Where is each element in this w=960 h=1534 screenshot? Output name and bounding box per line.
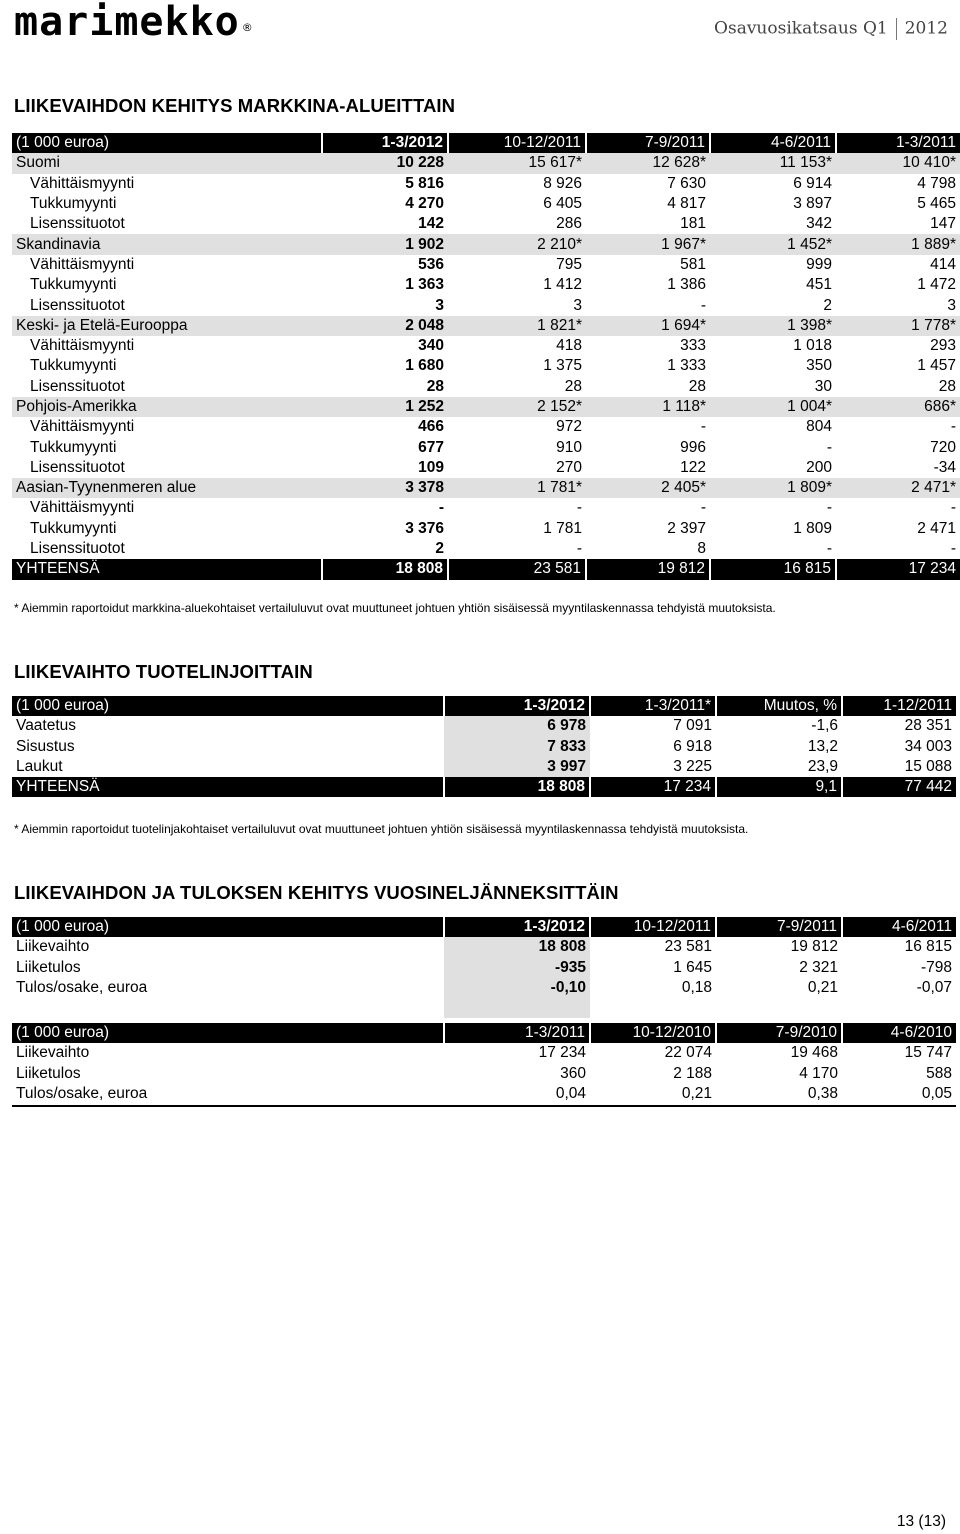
table-row: [12, 397, 960, 417]
value-cell: 16 815: [904, 938, 952, 956]
value-cell: 2 048: [322, 316, 448, 336]
table-row: [12, 234, 960, 254]
value-cell: 28: [938, 377, 956, 395]
header-row: [12, 696, 956, 716]
value-cell: 3 376: [405, 519, 444, 537]
table-row: [12, 377, 960, 397]
row-label: Vähittäismyynti: [30, 337, 135, 355]
value-cell: 23 581: [664, 938, 712, 956]
value-cell: 2 397: [667, 519, 706, 537]
period-header: 7-9/2011: [716, 917, 842, 937]
value-cell: 804: [806, 418, 832, 436]
value-cell: 6 914: [793, 174, 832, 192]
value-cell: 6 978: [444, 716, 590, 736]
value-cell: 1 118*: [586, 397, 710, 417]
row-label: Tukkumyynti: [30, 438, 117, 456]
value-cell: 4 170: [799, 1064, 838, 1082]
value-cell: 34 003: [904, 737, 952, 755]
row-label: Sisustus: [16, 737, 75, 755]
value-cell: 2 471: [917, 519, 956, 537]
row-label: Liiketulos: [16, 958, 81, 976]
row-label: Lisenssituotot: [30, 540, 125, 558]
table-row: [12, 539, 960, 559]
value-cell: 4 270: [405, 195, 444, 213]
table-row: [12, 757, 956, 777]
value-cell: 28: [564, 377, 582, 395]
unit-header: (1 000 euroa): [12, 1023, 444, 1043]
product-line-table: [12, 696, 956, 797]
value-cell: 293: [930, 337, 956, 355]
period-header: 1-3/2012: [322, 133, 448, 153]
table-row: [12, 417, 960, 437]
value-cell: 1 386: [667, 276, 706, 294]
value-cell: 8 926: [543, 174, 582, 192]
table-row: [12, 978, 956, 998]
table-row: [12, 194, 960, 214]
row-label: Keski- ja Etelä-Eurooppa: [12, 316, 322, 336]
value-cell: -: [700, 418, 706, 436]
period-header: 4-6/2011: [710, 133, 836, 153]
value-cell: 686*: [836, 397, 960, 417]
registered-mark: ®: [241, 21, 254, 34]
table-row: [12, 937, 956, 957]
value-cell: 0,38: [807, 1085, 838, 1103]
value-cell: 270: [556, 458, 582, 476]
value-cell: 6 918: [673, 737, 712, 755]
unit-header: (1 000 euroa): [12, 696, 444, 716]
value-cell: 19 468: [790, 1044, 838, 1062]
value-cell: -1,6: [811, 717, 838, 735]
value-cell: 1 967*: [586, 234, 710, 254]
table-row: [12, 356, 960, 376]
value-cell: 588: [926, 1064, 952, 1082]
value-cell: 0,04: [555, 1085, 586, 1103]
section1-title: LIIKEVAIHDON KEHITYS MARKKINA-ALUEITTAIN: [14, 95, 456, 116]
value-cell: 181: [680, 215, 706, 233]
row-label: Lisenssituotot: [30, 215, 125, 233]
value-cell: 15 088: [904, 758, 952, 776]
value-cell: 1 778*: [836, 316, 960, 336]
section2-footnote: * Aiemmin raportoidut tuotelinjakohtaiset vertailuluvut ovat muuttuneet johtuen yhtiön sisäisessä myyntilaskennassa tehdyistä muutoksista.: [14, 822, 749, 836]
value-cell: -0,10: [444, 978, 590, 998]
value-cell: 2 188: [673, 1064, 712, 1082]
row-label: Vähittäismyynti: [30, 418, 135, 436]
value-cell: 360: [560, 1064, 586, 1082]
value-cell: -: [950, 540, 956, 558]
table-row: [12, 519, 960, 539]
table-row: [12, 437, 960, 457]
row-label: Aasian-Tyynenmeren alue: [12, 478, 322, 498]
row-label: Lisenssituotot: [30, 377, 125, 395]
value-cell: 147: [930, 215, 956, 233]
total-value: 17 234: [836, 559, 960, 579]
value-cell: -: [950, 418, 956, 436]
value-cell: 3: [573, 296, 582, 314]
table-row: [12, 498, 960, 518]
row-label: Tukkumyynti: [30, 357, 117, 375]
value-cell: 1 452*: [710, 234, 836, 254]
value-cell: 720: [930, 438, 956, 456]
value-cell: 1 809*: [710, 478, 836, 498]
period-header: 1-3/2011: [444, 1023, 590, 1043]
period-header: 10-12/2011: [448, 133, 586, 153]
table-row: [12, 295, 960, 315]
value-cell: -: [826, 499, 832, 517]
value-cell: 22 074: [664, 1044, 712, 1062]
title-divider: [896, 18, 897, 40]
total-label: YHTEENSÄ: [12, 559, 322, 579]
value-cell: 3 378: [322, 478, 448, 498]
row-label: Suomi: [12, 153, 322, 173]
value-cell: 1 018: [793, 337, 832, 355]
value-cell: 3 897: [793, 195, 832, 213]
section1-footnote: * Aiemmin raportoidut markkina-aluekohtaiset vertailuluvut ovat muuttuneet johtuen yhtiön sisäisessä myyntilaskennassa tehdyistä muutoksista.: [14, 601, 776, 615]
value-cell: 1 889*: [836, 234, 960, 254]
value-cell: -: [826, 438, 832, 456]
total-value: 16 815: [710, 559, 836, 579]
value-cell: 1 457: [917, 357, 956, 375]
value-cell: 142: [418, 215, 444, 233]
spacer-row: [12, 998, 956, 1018]
value-cell: 19 812: [790, 938, 838, 956]
value-cell: 1 252: [322, 397, 448, 417]
row-label: Pohjois-Amerikka: [12, 397, 322, 417]
value-cell: 0,18: [681, 979, 712, 997]
value-cell: 999: [806, 255, 832, 273]
value-cell: -34: [933, 458, 956, 476]
value-cell: 2 210*: [448, 234, 586, 254]
value-cell: 17 234: [538, 1044, 586, 1062]
value-cell: 350: [806, 357, 832, 375]
value-cell: 466: [418, 418, 444, 436]
market-area-table: [12, 133, 960, 580]
value-cell: -: [826, 540, 832, 558]
row-label: Tulos/osake, euroa: [16, 1085, 148, 1103]
table-row: [12, 316, 960, 336]
value-cell: 1 004*: [710, 397, 836, 417]
value-cell: 286: [556, 215, 582, 233]
table-row: [12, 1064, 956, 1084]
value-cell: 1 809: [793, 519, 832, 537]
value-cell: 10 410*: [836, 153, 960, 173]
total-value: 23 581: [448, 559, 586, 579]
row-label: Liikevaihto: [16, 1044, 90, 1062]
period-header: 1-3/2011: [836, 133, 960, 153]
table-row: [12, 214, 960, 234]
period-header: 4-6/2011: [842, 917, 956, 937]
row-label: Liikevaihto: [16, 938, 90, 956]
value-cell: 451: [806, 276, 832, 294]
period-header: 1-12/2011: [842, 696, 956, 716]
row-label: Laukut: [16, 758, 63, 776]
value-cell: 1 472: [917, 276, 956, 294]
row-label: Lisenssituotot: [30, 458, 125, 476]
row-label: Liiketulos: [16, 1064, 81, 1082]
value-cell: 972: [556, 418, 582, 436]
value-cell: 18 808: [444, 937, 590, 957]
value-cell: 15 747: [904, 1044, 952, 1062]
value-cell: 2: [435, 540, 444, 558]
spacer-cell: [444, 998, 590, 1018]
total-value: 17 234: [590, 777, 716, 797]
row-label: Tukkumyynti: [30, 519, 117, 537]
value-cell: 1 694*: [586, 316, 710, 336]
total-row: [12, 559, 960, 579]
value-cell: -798: [920, 958, 952, 976]
total-value: 9,1: [716, 777, 842, 797]
value-cell: 28: [688, 377, 706, 395]
value-cell: 342: [806, 215, 832, 233]
value-cell: 2 471*: [836, 478, 960, 498]
value-cell: 581: [680, 255, 706, 273]
quarterly-table-2011: [12, 1023, 956, 1104]
total-label: YHTEENSÄ: [12, 777, 444, 797]
value-cell: 1 781*: [448, 478, 586, 498]
value-cell: 8: [697, 540, 706, 558]
period-header: 10-12/2010: [590, 1023, 716, 1043]
quarterly-table-2012: [12, 917, 956, 1018]
total-value: 19 812: [586, 559, 710, 579]
spacer-cell: [590, 998, 716, 1018]
spacer-cell: [842, 998, 956, 1018]
value-cell: 3: [947, 296, 956, 314]
row-label: Tukkumyynti: [30, 195, 117, 213]
period-header: 7-9/2011: [586, 133, 710, 153]
total-row: [12, 777, 956, 797]
value-cell: 1 333: [667, 357, 706, 375]
value-cell: 0,21: [681, 1085, 712, 1103]
value-cell: 4 817: [667, 195, 706, 213]
value-cell: 536: [418, 255, 444, 273]
table-row: [12, 737, 956, 757]
value-cell: 13,2: [807, 737, 838, 755]
value-cell: 5 465: [917, 195, 956, 213]
row-label: Vaatetus: [16, 717, 77, 735]
section3-title: LIIKEVAIHDON JA TULOKSEN KEHITYS VUOSINELJÄNNEKSITTÄIN: [14, 882, 619, 903]
table-row: [12, 958, 956, 978]
value-cell: -: [700, 499, 706, 517]
table-row: [12, 478, 960, 498]
table-row: [12, 1084, 956, 1104]
spacer-cell: [12, 998, 444, 1018]
value-cell: 677: [418, 438, 444, 456]
value-cell: 1 398*: [710, 316, 836, 336]
value-cell: 3 997: [444, 757, 590, 777]
report-name: Osavuosikatsaus Q1: [714, 18, 888, 39]
header-row: [12, 133, 960, 153]
value-cell: 1 781: [543, 519, 582, 537]
value-cell: 15 617*: [448, 153, 586, 173]
value-cell: 333: [680, 337, 706, 355]
value-cell: 28: [426, 377, 444, 395]
total-value: 18 808: [322, 559, 448, 579]
value-cell: 6 405: [543, 195, 582, 213]
value-cell: 1 821*: [448, 316, 586, 336]
value-cell: 7 833: [444, 737, 590, 757]
value-cell: -0,07: [916, 979, 952, 997]
table-row: [12, 255, 960, 275]
section2-title: LIIKEVAIHTO TUOTELINJOITTAIN: [14, 661, 313, 682]
period-header: 1-3/2012: [444, 696, 590, 716]
value-cell: 418: [556, 337, 582, 355]
period-header: 7-9/2010: [716, 1023, 842, 1043]
table-row: [12, 336, 960, 356]
value-cell: 1 412: [543, 276, 582, 294]
value-cell: 4 798: [917, 174, 956, 192]
period-header: 4-6/2010: [842, 1023, 956, 1043]
value-cell: -: [950, 499, 956, 517]
value-cell: -: [438, 499, 444, 517]
value-cell: 12 628*: [586, 153, 710, 173]
row-label: Vähittäismyynti: [30, 174, 135, 192]
value-cell: 340: [418, 337, 444, 355]
header-row: [12, 1023, 956, 1043]
value-cell: 10 228: [322, 153, 448, 173]
page-number: 13 (13): [896, 1513, 946, 1530]
value-cell: 1 363: [405, 276, 444, 294]
unit-header: (1 000 euroa): [12, 917, 444, 937]
value-cell: 3: [435, 296, 444, 314]
value-cell: 2 321: [799, 958, 838, 976]
row-label: Skandinavia: [12, 234, 322, 254]
table-row: [12, 716, 956, 736]
period-header: 10-12/2011: [590, 917, 716, 937]
value-cell: 0,05: [921, 1085, 952, 1103]
value-cell: 200: [806, 458, 832, 476]
value-cell: -: [576, 499, 582, 517]
total-value: 77 442: [842, 777, 956, 797]
value-cell: 28 351: [904, 717, 952, 735]
value-cell: 1 680: [405, 357, 444, 375]
value-cell: -: [700, 296, 706, 314]
value-cell: 3 225: [673, 758, 712, 776]
value-cell: 11 153*: [710, 153, 836, 173]
table-row: [12, 174, 960, 194]
report-year: 2012: [904, 18, 948, 39]
value-cell: 2 152*: [448, 397, 586, 417]
table-row: [12, 458, 960, 478]
value-cell: 414: [930, 255, 956, 273]
spacer-cell: [716, 998, 842, 1018]
marimekko-logo: marimekko ®: [14, 0, 254, 45]
report-title: [714, 18, 948, 40]
value-cell: 0,21: [807, 979, 838, 997]
value-cell: 2: [823, 296, 832, 314]
value-cell: 910: [556, 438, 582, 456]
value-cell: 996: [680, 438, 706, 456]
value-cell: 7 091: [673, 717, 712, 735]
value-cell: 1 645: [673, 958, 712, 976]
unit-header: (1 000 euroa): [12, 133, 322, 153]
table-row: [12, 275, 960, 295]
value-cell: 7 630: [667, 174, 706, 192]
table-row: [12, 153, 960, 173]
period-header: 1-3/2012: [444, 917, 590, 937]
value-cell: 2 405*: [586, 478, 710, 498]
header-row: [12, 917, 956, 937]
table-row: [12, 1043, 956, 1063]
row-label: Tulos/osake, euroa: [16, 979, 148, 997]
row-label: Tukkumyynti: [30, 276, 117, 294]
value-cell: 30: [814, 377, 832, 395]
value-cell: 1 902: [322, 234, 448, 254]
value-cell: 1 375: [543, 357, 582, 375]
value-cell: 109: [418, 458, 444, 476]
value-cell: -: [576, 540, 582, 558]
period-header: 1-3/2011*: [590, 696, 716, 716]
value-cell: 122: [680, 458, 706, 476]
table-bottom-rule: [12, 1105, 956, 1107]
row-label: Vähittäismyynti: [30, 499, 135, 517]
total-value: 18 808: [444, 777, 590, 797]
value-cell: 23,9: [807, 758, 838, 776]
value-cell: 5 816: [405, 174, 444, 192]
value-cell: -935: [444, 958, 590, 978]
period-header: Muutos, %: [716, 696, 842, 716]
value-cell: 795: [556, 255, 582, 273]
row-label: Lisenssituotot: [30, 296, 125, 314]
row-label: Vähittäismyynti: [30, 255, 135, 273]
